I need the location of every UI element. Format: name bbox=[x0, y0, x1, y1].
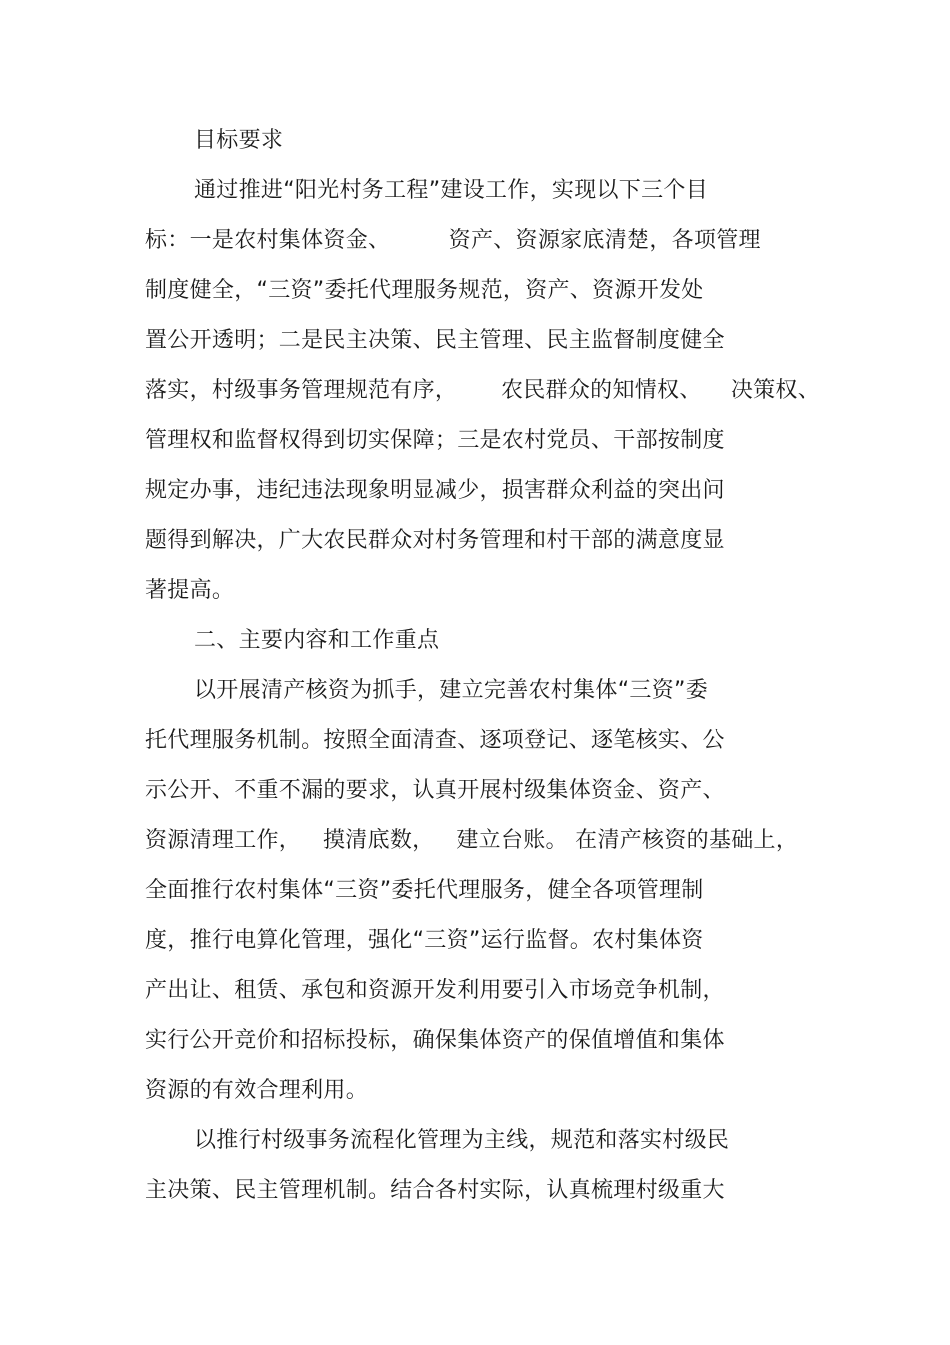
paragraph-line: 全面推行农村集体“三资”委托代理服务，健全各项管理制 bbox=[145, 878, 704, 903]
paragraph-line: 主决策、民主管理机制。结合各村实际，认真梳理村级重大 bbox=[145, 1178, 725, 1203]
paragraph-line: 实行公开竞价和招标投标，确保集体资产的保值增值和集体 bbox=[145, 1028, 725, 1053]
paragraph-line: 落实，村级事务管理规范有序， 农民群众的知情权、 决策权、 bbox=[145, 378, 821, 403]
paragraph-line: 托代理服务机制。按照全面清查、逐项登记、逐笔核实、公 bbox=[145, 728, 725, 753]
paragraph-line: 题得到解决，广大农民群众对村务管理和村干部的满意度显 bbox=[145, 528, 725, 553]
section-heading-goals: 目标要求 bbox=[194, 128, 284, 153]
paragraph-line: 度，推行电算化管理，强化“三资”运行监督。农村集体资 bbox=[145, 928, 704, 953]
paragraph-line: 示公开、不重不漏的要求，认真开展村级集体资金、资产、 bbox=[145, 778, 725, 803]
paragraph-line: 以推行村级事务流程化管理为主线，规范和落实村级民 bbox=[194, 1128, 730, 1153]
paragraph-line: 置公开透明；二是民主决策、民主管理、民主监督制度健全 bbox=[145, 328, 725, 353]
paragraph-line: 以开展清产核资为抓手，建立完善农村集体“三资”委 bbox=[194, 678, 708, 703]
section-heading-main-content: 二、主要内容和工作重点 bbox=[194, 628, 440, 653]
paragraph-line: 制度健全，“三资”委托代理服务规范，资产、资源开发处 bbox=[145, 278, 704, 303]
paragraph-line: 通过推进“阳光村务工程”建设工作，实现以下三个目 bbox=[194, 178, 708, 203]
paragraph-line: 管理权和监督权得到切实保障；三是农村党员、干部按制度 bbox=[145, 428, 725, 453]
paragraph-line: 规定办事，违纪违法现象明显减少，损害群众利益的突出问 bbox=[145, 478, 725, 503]
paragraph-line: 资源清理工作， 摸清底数， 建立台账。 在清产核资的基础上， bbox=[145, 828, 799, 853]
paragraph-line: 产出让、租赁、承包和资源开发利用要引入市场竞争机制， bbox=[145, 978, 725, 1003]
paragraph-line: 著提高。 bbox=[145, 578, 235, 603]
paragraph-line: 资源的有效合理利用。 bbox=[145, 1078, 369, 1103]
paragraph-line: 标：一是农村集体资金、 资产、资源家底清楚，各项管理 bbox=[145, 228, 761, 253]
